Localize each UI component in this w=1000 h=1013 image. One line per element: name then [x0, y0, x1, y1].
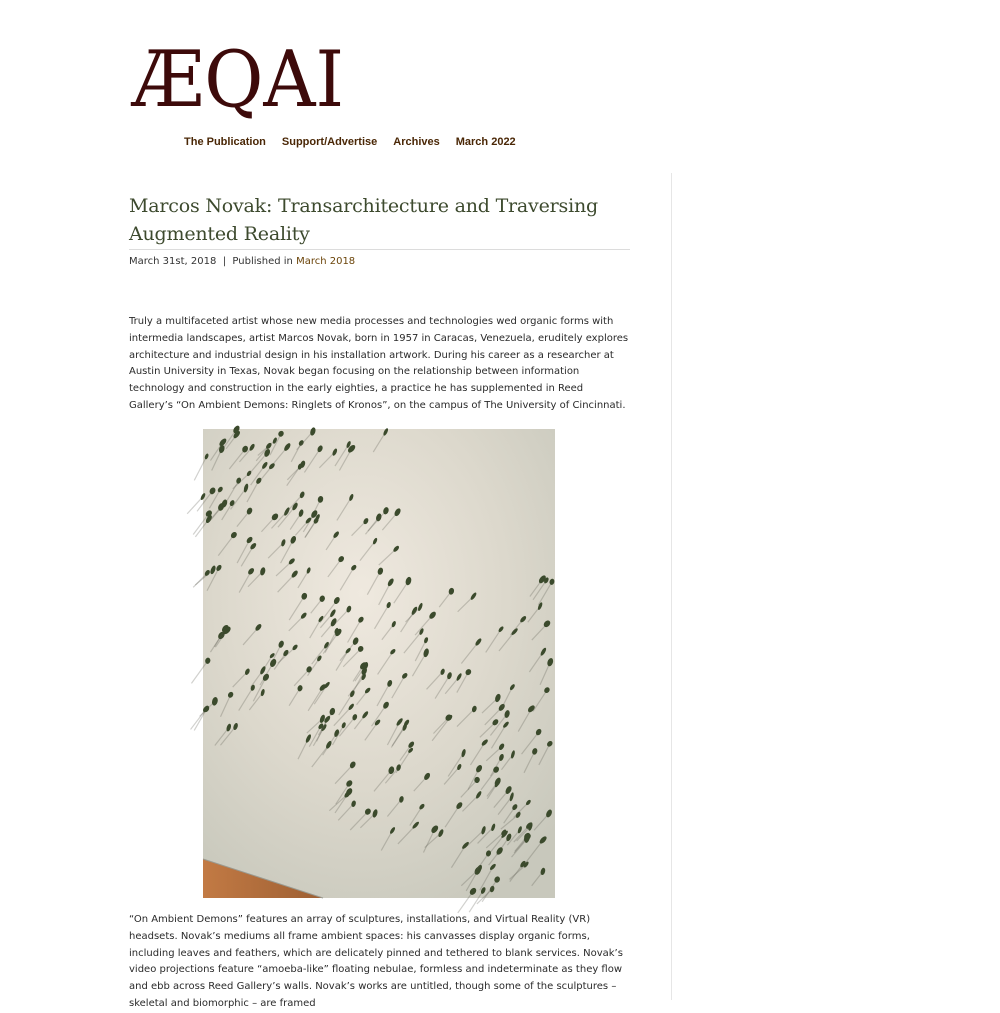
nav-link-archives[interactable]: Archives: [393, 136, 440, 148]
main-nav: [184, 135, 516, 149]
post-date: March 31st, 2018: [129, 256, 217, 267]
category-link[interactable]: March 2018: [296, 256, 356, 267]
nav-link-support-advertise[interactable]: Support/Advertise: [281, 136, 378, 148]
logo-text: ÆQAI: [130, 35, 344, 125]
meta-separator: |: [222, 256, 227, 267]
nav-link-march-2022[interactable]: March 2022: [455, 136, 516, 148]
nav-link-the-publication[interactable]: The Publication: [184, 136, 266, 148]
article-paragraph-1: Truly a multifaceted artist whose new media processes and technologies wed organic forms with intermedia landscapes, artist Marcos Novak, born in 1957 in Caracas, Venezuela, eruditely explores architecture and industrial design in his installation artwork. During his career as a researcher at Austin University in Texas, Novak began focusing on the relationship between information technology and construction in the early eighties, a practice he has supplemented in Reed Gallery’s “On Ambient Demons: Ringlets of Kronos”, on the campus of The University of Cincinnati.: [129, 316, 629, 411]
article-header: [129, 192, 630, 269]
installation-photo: [203, 429, 555, 898]
sidebar-divider: [671, 173, 672, 1000]
post-meta: [129, 255, 630, 269]
article-paragraph-2: “On Ambient Demons” features an array of sculptures, installations, and Virtual Reality (VR) headsets. Novak’s mediums all frame ambient spaces: his canvasses display organic forms, including leaves and feathers, which are delicately pinned and tethered to blank services. Novak’s video projections feature “amoeba-like” floating nebulae, formless and indeterminate as they flow and ebb across Reed Gallery’s walls. Novak’s works are untitled, though some of the sculptures – skeletal and biomorphic – are framed: [129, 914, 623, 1009]
article-title: Marcos Novak: Transarchitecture and Traversing Augmented Reality: [129, 195, 598, 245]
logo-wordmark: [132, 28, 346, 128]
site-logo[interactable]: [132, 28, 346, 128]
article-image: [203, 429, 555, 898]
title-divider: [129, 249, 630, 250]
published-in-label: Published in: [232, 256, 293, 267]
